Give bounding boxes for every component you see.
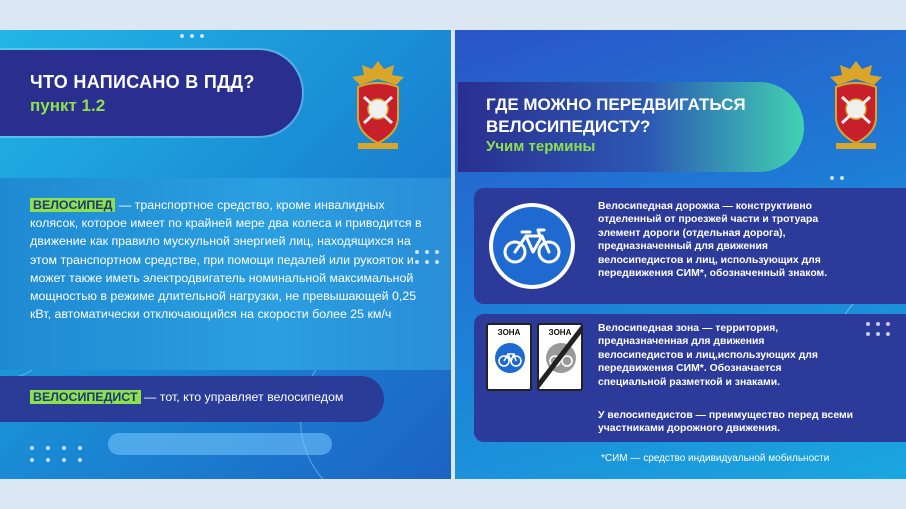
bike-path-definition: Велосипедная дорожка — конструктивно отделенный от проезжей части и тротуара элемент дороги (отдельная дорога), предназначенный для движения велосипедистов и лиц, использующих для передвижения СИМ*, обозначенный знаком.: [598, 201, 828, 280]
footnote: *СИМ — средство индивидуальной мобильности: [601, 453, 830, 464]
cyclist-term: ВЕЛОСИПЕДИСТ: [30, 390, 141, 404]
decor-dots: [830, 176, 844, 180]
right-title: ГДЕ МОЖНО ПЕРЕДВИГАТЬСЯ ВЕЛОСИПЕДИСТУ?: [486, 95, 746, 136]
bike-zone-end-sign-icon: [537, 323, 583, 391]
left-subtitle: пункт 1.2: [30, 96, 106, 115]
left-title-pill: [0, 50, 302, 136]
bicycle-term: ВЕЛОСИПЕД: [30, 198, 115, 212]
cyclist-priority-text: У велосипедистов — преимущество перед всеми участниками дорожного движения.: [598, 410, 854, 435]
right-subtitle: Учим термины: [486, 138, 596, 155]
decor-dots: [30, 446, 82, 462]
cyclist-definition: [30, 390, 343, 404]
decor-dots: [866, 322, 890, 336]
decor-dots: [180, 34, 204, 38]
police-emblem-icon: [822, 57, 890, 153]
zone-sign-label: ЗОНА: [548, 328, 572, 337]
bike-zone-start-sign-icon: [486, 323, 532, 391]
police-emblem-icon: [344, 57, 412, 153]
bicycle-definition-text: — транспортное средство, кроме инвалидных колясок, которое имеет по крайней мере два колеса и приводится в движение как правило мускульной энергией лиц, находящихся на этом транспортном средстве, при помощи педалей или рукояток и может также иметь электродвигатель номинальной максимальной мощностью в режиме длительной нагрузки, не превышающей 0,25 кВт, автоматически отключающийся на скорости более 25 км/ч: [30, 198, 422, 322]
decor-dots: [415, 250, 439, 264]
bike-zone-definition: Велосипедная зона — территория, предназначенная для движения велосипедистов и лиц,использующих для передвижения СИМ*. Обозначается специальной разметкой и знаками.: [598, 323, 818, 388]
zone-sign-label: ЗОНА: [497, 328, 521, 337]
cyclist-definition-text: — тот, кто управляет велосипедом: [140, 390, 344, 404]
bicycle-definition: [30, 196, 430, 323]
top-strip: [0, 0, 906, 30]
bottom-strip: [0, 479, 906, 509]
decor-bar: [108, 433, 332, 455]
bicycle-sign-icon: [489, 203, 575, 289]
left-title: ЧТО НАПИСАНО В ПДД?: [30, 72, 255, 92]
